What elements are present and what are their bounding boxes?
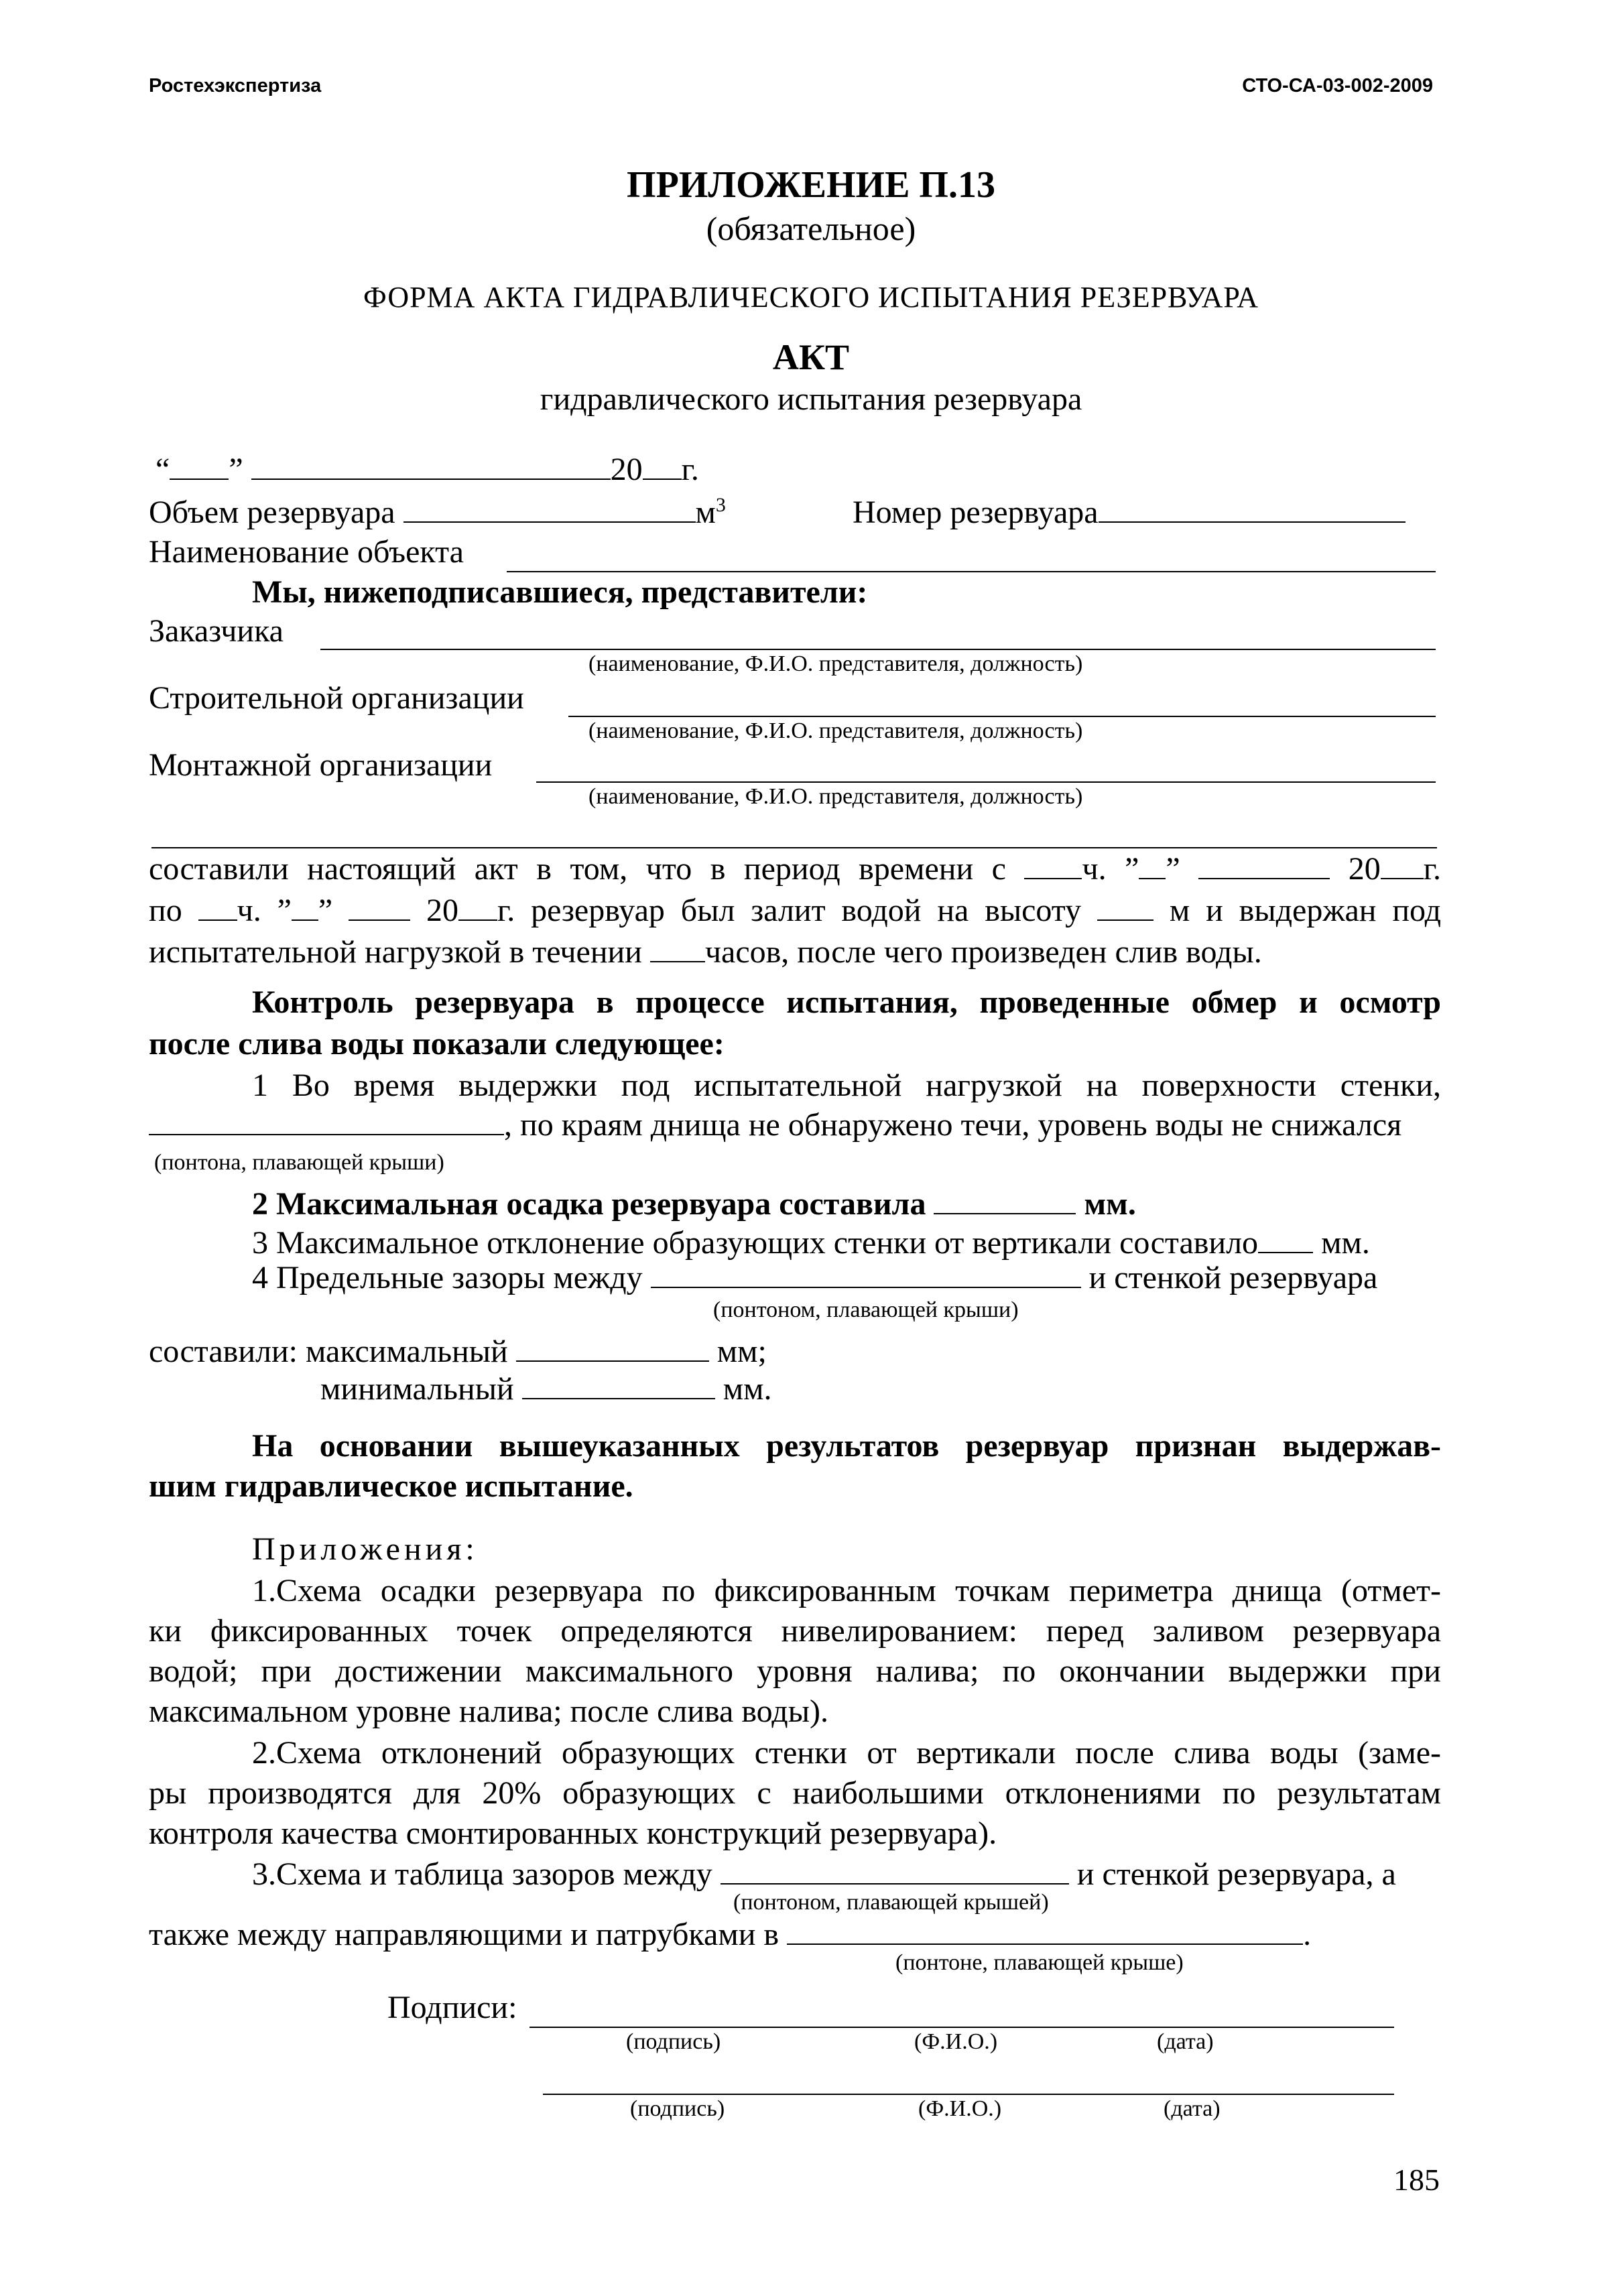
- period-line-2: по ч. ” ” 20 г. резервуар был залит водой на высоту м и выдержан под: [149, 890, 1441, 929]
- item-1-line-1: 1 Во время выдержки под испытательной нагрузкой на поверхности стенки,: [252, 1068, 1441, 1103]
- party-customer-caption: (наименование, Ф.И.О. представителя, должность): [588, 651, 1083, 676]
- object-label: Наименование объекта: [149, 534, 464, 570]
- start-year-field[interactable]: [1381, 848, 1424, 879]
- gap-field[interactable]: [651, 1257, 1081, 1288]
- month-field[interactable]: [251, 449, 611, 480]
- header-org: Ростехэкспертиза: [149, 75, 322, 97]
- day-field[interactable]: [170, 449, 229, 480]
- height-field[interactable]: [1097, 890, 1153, 921]
- header-code: СТО-СА-03-002-2009: [1242, 75, 1433, 97]
- conclusion-line-1: На основании вышеуказанных результатов резервуар признан выдержав-: [252, 1428, 1441, 1464]
- start-hour-field[interactable]: [1024, 848, 1082, 879]
- tank-number-field[interactable]: [1099, 492, 1406, 523]
- settlement-field[interactable]: [934, 1184, 1076, 1214]
- party-construction-caption: (наименование, Ф.И.О. представителя, должность): [588, 718, 1083, 743]
- page-number: 185: [1393, 2163, 1440, 2197]
- end-year-field[interactable]: [458, 890, 497, 921]
- appendix-2-line-1: 2.Схема отклонений образующих стенки от вертикали после слива воды (заме-: [252, 1735, 1441, 1771]
- appendix-1-line-3: водой; при достижении максимального уровня налива; по окончании выдержки при: [149, 1653, 1441, 1689]
- appendix-3-nozzle-field[interactable]: [787, 1914, 1303, 1945]
- party-customer-label: Заказчика: [149, 613, 284, 649]
- we-sign: Мы, нижеподписавшиеся, представители:: [252, 574, 868, 610]
- appendix-3-line-2: также между направляющими и патрубками в .: [149, 1914, 1311, 1953]
- appendix-1-line-1: 1.Схема осадки резервуара по фиксированным точкам периметра днища (отмет-: [252, 1573, 1441, 1608]
- form-title: ФОРМА АКТА ГИДРАВЛИЧЕСКОГО ИСПЫТАНИЯ РЕЗЕРВУАРА: [363, 281, 1259, 314]
- tank-number-line: Номер резервуара: [853, 492, 1406, 531]
- min-gap-field[interactable]: [522, 1368, 715, 1399]
- appendix-1-line-2: ки фиксированных точек определяются нивелированием: перед заливом резервуара: [149, 1613, 1441, 1649]
- volume-line: Объем резервуара $м^3$: [149, 492, 726, 531]
- act-title: АКТ: [772, 337, 850, 377]
- signature-2-date-caption: (дата): [1164, 2096, 1221, 2121]
- signatures-label: Подписи:: [387, 1990, 517, 2025]
- signature-2-sign-caption: (подпись): [630, 2096, 725, 2121]
- appendices-label: Приложения:: [252, 1531, 479, 1567]
- conclusion-line-2: шим гидравлическое испытание.: [149, 1468, 633, 1504]
- end-month-field[interactable]: [349, 890, 410, 921]
- act-subtitle: гидравлического испытания резервуара: [540, 381, 1082, 417]
- party-assembly-label: Монтажной организации: [149, 747, 493, 783]
- control-heading-2: после слива воды показали следующее:: [149, 1026, 725, 1062]
- signature-line-2[interactable]: [543, 2094, 1394, 2095]
- item-2: 2 Максимальная осадка резервуара составила мм.: [252, 1184, 1136, 1222]
- party-customer-field[interactable]: [320, 649, 1436, 650]
- appendix-3-caption-2: (понтоне, плавающей крыше): [895, 1950, 1184, 1975]
- object-field[interactable]: [507, 571, 1436, 572]
- end-day-field[interactable]: [292, 890, 318, 921]
- signature-1-sign-caption: (подпись): [626, 2029, 721, 2054]
- party-assembly-field[interactable]: [536, 781, 1436, 783]
- end-hour-field[interactable]: [198, 890, 237, 921]
- appendix-2-line-2: ры производятся для 20% образующих с наибольшими отклонениями по результатам: [149, 1775, 1441, 1811]
- signature-1-name-caption: (Ф.И.О.): [914, 2029, 998, 2054]
- hours-field[interactable]: [650, 932, 705, 962]
- period-line-1: составили настоящий акт в том, что в период времени с ч. ” ” 20 г.: [149, 848, 1441, 887]
- signature-line-1[interactable]: [529, 2027, 1394, 2028]
- party-construction-field[interactable]: [568, 716, 1436, 717]
- appendix-3-gap-field[interactable]: [721, 1854, 1069, 1885]
- appendix-1-line-4: максимальном уровне налива; после слива воды).: [149, 1694, 828, 1729]
- deviation-field[interactable]: [1258, 1222, 1313, 1253]
- max-gap-field[interactable]: [516, 1331, 709, 1362]
- signature-1-date-caption: (дата): [1157, 2029, 1214, 2054]
- start-day-field[interactable]: [1139, 848, 1166, 879]
- control-heading-1: Контроль резервуара в процессе испытания, проведенные обмер и осмотр: [252, 984, 1441, 1020]
- item-1-field[interactable]: [149, 1104, 504, 1135]
- start-month-field[interactable]: [1198, 848, 1330, 879]
- signature-2-name-caption: (Ф.И.О.): [918, 2096, 1002, 2121]
- party-construction-label: Строительной организации: [149, 680, 524, 716]
- year-field[interactable]: [643, 449, 682, 480]
- item-1-caption: (понтона, плавающей крыши): [154, 1150, 444, 1175]
- appendix-title: ПРИЛОЖЕНИЕ П.13: [627, 164, 995, 206]
- volume-field[interactable]: [403, 492, 696, 523]
- item-4: 4 Предельные зазоры между и стенкой резервуара: [252, 1257, 1377, 1296]
- appendix-2-line-3: контроля качества смонтированных конструкций резервуара).: [149, 1815, 997, 1851]
- period-line-3: испытательной нагрузкой в течении часов, после чего произведен слив воды.: [149, 932, 1262, 970]
- item-3: 3 Максимальное отклонение образующих стенки от вертикали составило мм.: [252, 1222, 1370, 1261]
- item-1-line-2: , по краям днища не обнаружено течи, уровень воды не снижался: [149, 1104, 1401, 1143]
- max-line: составили: максимальный мм;: [149, 1331, 767, 1370]
- item-4-caption: (понтоном, плавающей крыши): [713, 1297, 1019, 1322]
- min-line: минимальный мм.: [320, 1368, 771, 1407]
- appendix-3-caption: (понтоном, плавающей крышей): [733, 1890, 1049, 1915]
- party-assembly-caption: (наименование, Ф.И.О. представителя, должность): [588, 784, 1083, 809]
- date-line: “ ” 20 г.: [155, 449, 699, 488]
- appendix-subtitle: (обязательное): [706, 210, 916, 247]
- appendix-3-line-1: 3.Схема и таблица зазоров между и стенкой резервуара, а: [252, 1854, 1396, 1893]
